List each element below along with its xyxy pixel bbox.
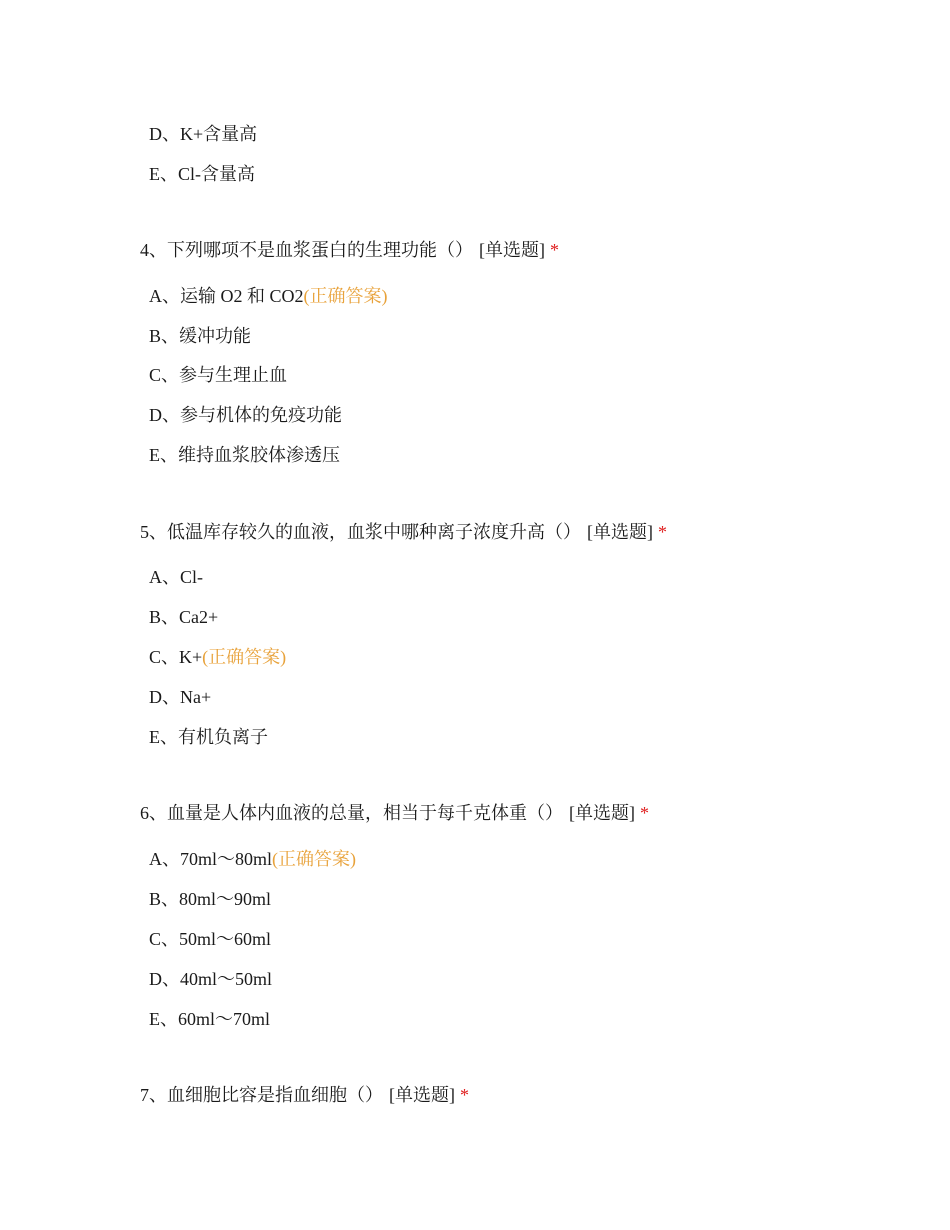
option-text: 维持血浆胶体渗透压 [178, 445, 340, 465]
question-type-tag: [单选题] [389, 1085, 455, 1105]
option-c [149, 927, 271, 951]
option-text: Cl-含量高 [178, 164, 256, 184]
option-c [149, 363, 287, 387]
option-letter: B、 [149, 889, 180, 909]
question-type-tag: [单选题] [479, 240, 545, 260]
required-mark: * [550, 240, 559, 260]
option-letter: A、 [149, 567, 180, 587]
option-text: 60ml～70ml [178, 1009, 271, 1029]
option-letter: D、 [149, 969, 180, 989]
question-title [140, 801, 649, 825]
option-text: 40ml～50ml [180, 969, 273, 989]
option-a [149, 284, 388, 308]
option-letter: E、 [149, 1009, 178, 1029]
option-text: 80ml～90ml [179, 889, 272, 909]
option-letter: D、 [149, 124, 180, 144]
option-letter: A、 [149, 286, 180, 306]
option-letter: D、 [149, 687, 180, 707]
option-letter: C、 [149, 365, 180, 385]
option-e [149, 725, 268, 749]
option-letter: E、 [149, 164, 178, 184]
question-title [140, 1083, 469, 1107]
option-a [149, 565, 203, 589]
option-text: 参与生理止血 [179, 365, 288, 385]
question-type-tag: [单选题] [569, 803, 635, 823]
option-text: Cl- [180, 567, 204, 587]
correct-answer-label: (正确答案) [303, 286, 388, 306]
option-text: 有机负离子 [178, 727, 268, 747]
option-a [149, 847, 356, 871]
option-e [149, 162, 255, 186]
question-text: 4、下列哪项不是血浆蛋白的生理功能（） [140, 240, 473, 260]
option-text: 参与机体的免疫功能 [180, 405, 342, 425]
option-letter: C、 [149, 929, 180, 949]
option-letter: B、 [149, 326, 180, 346]
option-e [149, 1007, 270, 1031]
option-text: Ca2+ [179, 607, 219, 627]
option-text: 50ml～60ml [179, 929, 272, 949]
question-title [140, 520, 667, 544]
option-letter: E、 [149, 727, 178, 747]
option-d [149, 403, 342, 427]
option-d [149, 685, 211, 709]
question-text: 5、低温库存较久的血液，血浆中哪种离子浓度升高（） [140, 522, 581, 542]
required-mark: * [460, 1085, 469, 1105]
option-d [149, 967, 272, 991]
option-b [149, 605, 218, 629]
question-text: 6、血量是人体内血液的总量，相当于每千克体重（） [140, 803, 563, 823]
option-letter: D、 [149, 405, 180, 425]
option-text: K+ [179, 647, 203, 667]
correct-answer-label: (正确答案) [272, 849, 357, 869]
question-title [140, 238, 559, 262]
option-letter: E、 [149, 445, 178, 465]
question-text: 7、血细胞比容是指血细胞（） [140, 1085, 383, 1105]
option-letter: A、 [149, 849, 180, 869]
required-mark: * [640, 803, 649, 823]
option-text: 70ml～80ml [180, 849, 273, 869]
option-b [149, 887, 271, 911]
option-d [149, 122, 257, 146]
option-b [149, 324, 251, 348]
option-text: 运输 O2 和 CO2 [180, 286, 304, 306]
option-letter: B、 [149, 607, 180, 627]
option-text: K+含量高 [180, 124, 258, 144]
option-e [149, 443, 340, 467]
question-type-tag: [单选题] [587, 522, 653, 542]
required-mark: * [658, 522, 667, 542]
option-text: 缓冲功能 [179, 326, 252, 346]
correct-answer-label: (正确答案) [202, 647, 287, 667]
option-letter: C、 [149, 647, 180, 667]
option-text: Na+ [180, 687, 212, 707]
option-c [149, 645, 286, 669]
